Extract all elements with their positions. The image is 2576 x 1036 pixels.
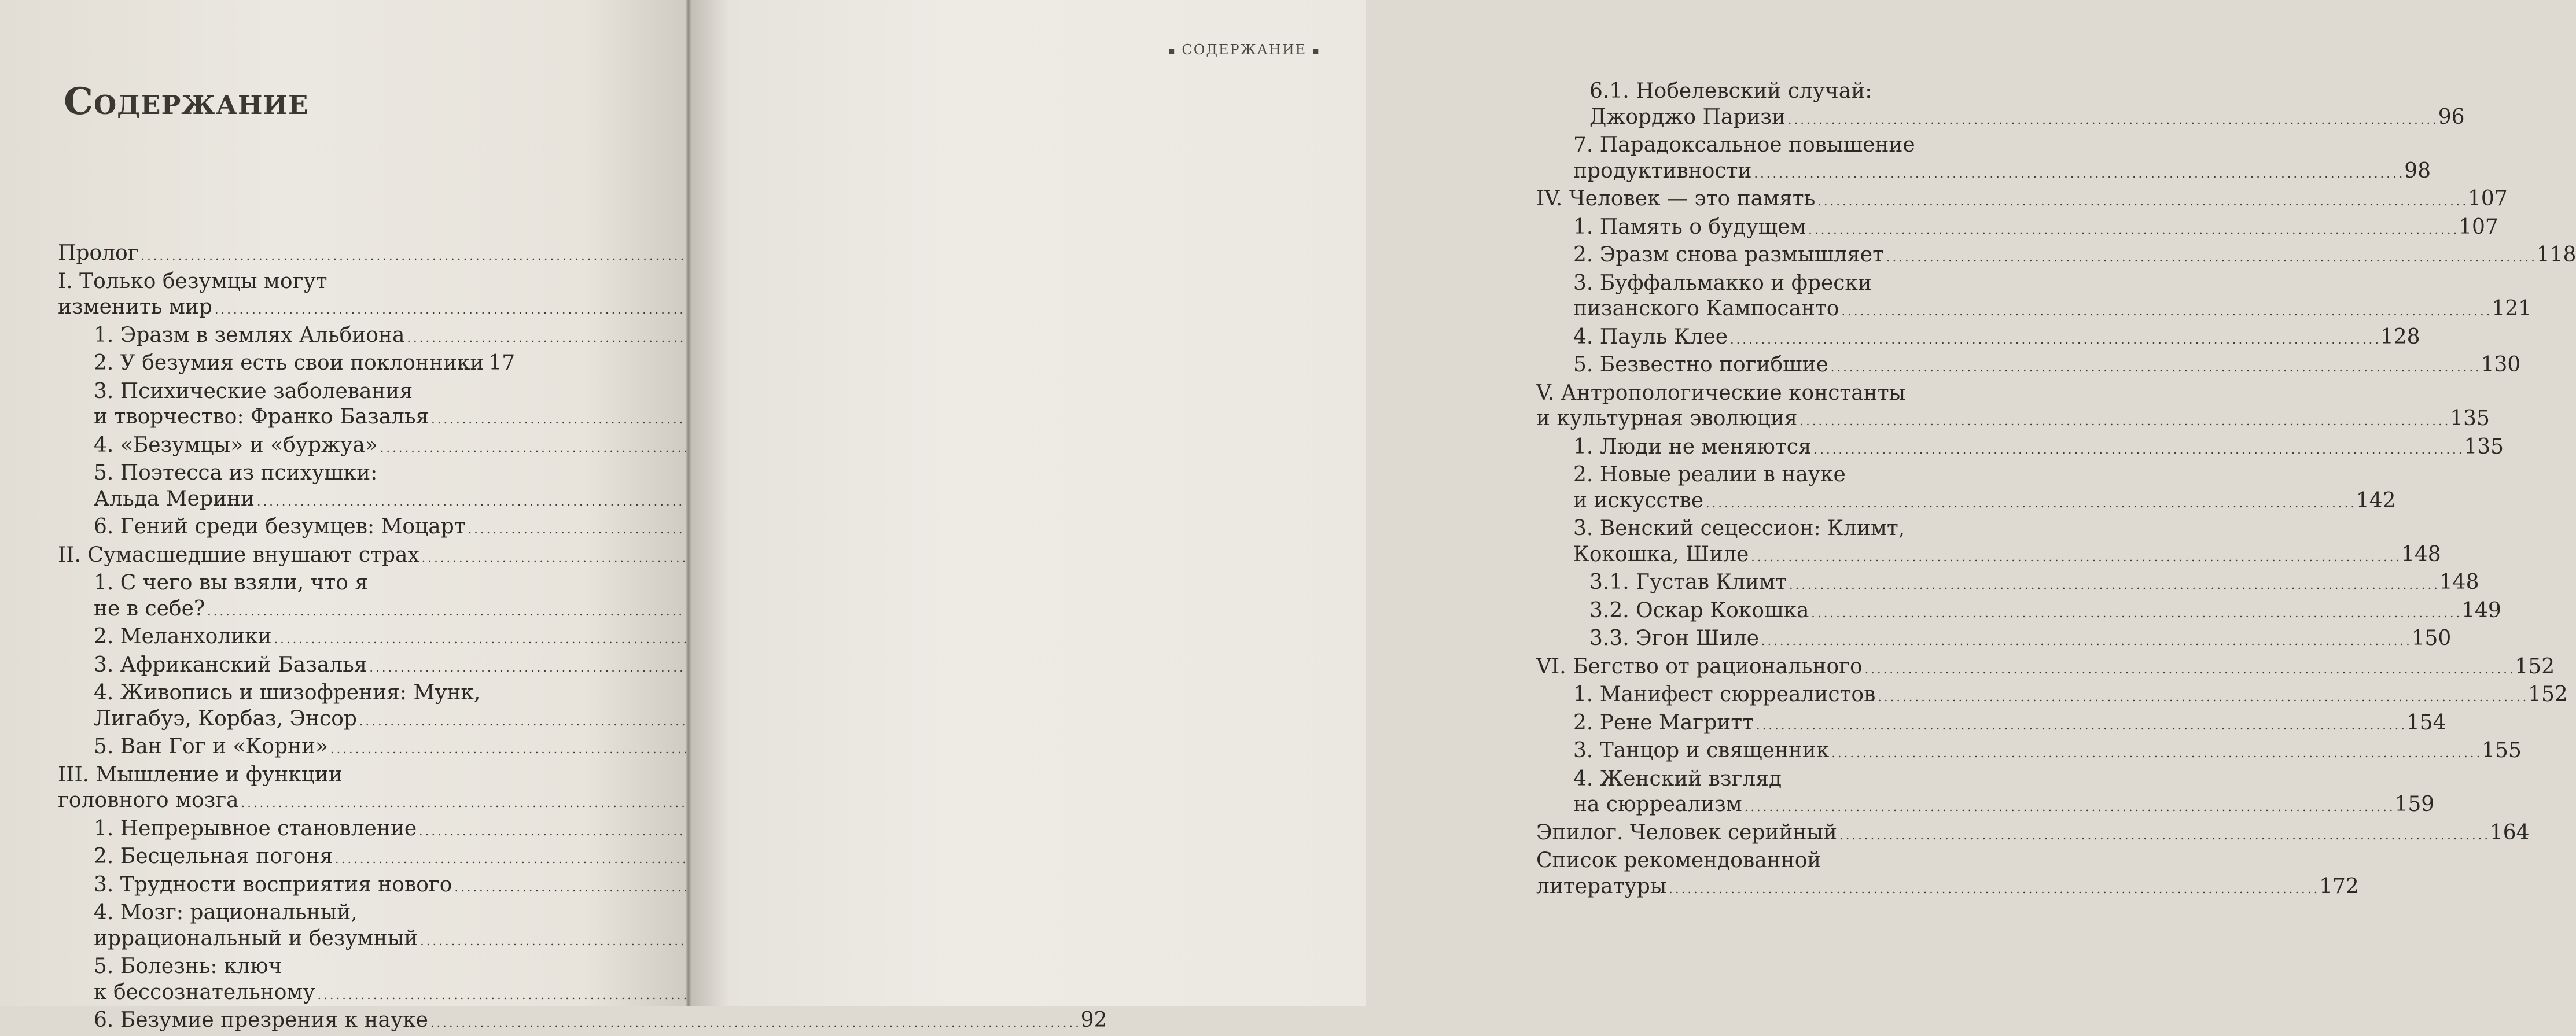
toc-entry — [58, 514, 506, 543]
toc-entry — [58, 486, 506, 515]
toc-entry — [1536, 215, 2498, 243]
toc-dot-leader — [1730, 325, 2378, 353]
toc-entry — [1536, 738, 2522, 766]
toc-page-number: 149 — [2461, 598, 2501, 622]
toc-entry-title: 3. Венский сецессион: Климт, — [1573, 517, 1905, 540]
toc-dot-leader — [1745, 792, 2393, 820]
toc-entry-title: головного мозга — [58, 788, 239, 812]
toc-page-number: 135 — [2450, 407, 2490, 430]
toc-entry-title: к бессознательному — [94, 980, 315, 1004]
toc-entry-title: 1. Память о будущем — [1573, 215, 1806, 239]
toc-entry-title: 3. Африканский Базалья — [94, 652, 367, 677]
toc-entry-title: 4. Мозг: рациональный, — [94, 901, 358, 924]
toc-page-number: 96 — [2438, 105, 2465, 129]
toc-entry-title: Лигабуэ, Корбаз, Энсор — [94, 706, 357, 731]
toc-page-number: 155 — [2482, 739, 2522, 762]
toc-page-number: 148 — [2439, 570, 2479, 594]
running-head — [1168, 42, 1320, 58]
toc-entry-title: 3. Трудности восприятия нового — [94, 872, 452, 897]
toc-page-number: 152 — [2528, 683, 2568, 706]
toc-entry — [1536, 352, 2521, 381]
toc-entry — [1536, 626, 2452, 654]
toc-entry — [1536, 848, 1986, 874]
toc-entry-title: 6. Безумие презрения к науке — [94, 1008, 428, 1032]
toc-entry — [1536, 132, 1986, 158]
toc-entry — [58, 624, 506, 652]
toc-page-number: 121 — [2492, 297, 2532, 320]
toc-entry-title: II. Сумасшедшие внушают страх — [58, 543, 419, 567]
toc-dot-leader — [1754, 158, 2402, 187]
running-head-left-bullet: ▪ — [1168, 45, 1176, 57]
toc-dot-leader — [1814, 434, 2462, 463]
right-toc — [1536, 79, 2576, 902]
toc-entry — [1536, 434, 2504, 463]
toc-entry — [1536, 766, 1986, 792]
toc-dot-leader — [1808, 215, 2456, 243]
toc-entry-title: 6. Гений среди безумцев: Моцарт — [94, 515, 466, 539]
toc-entry — [1536, 79, 1986, 105]
toc-entry — [1536, 820, 2530, 849]
left-page — [0, 0, 1107, 1032]
toc-entry — [58, 680, 506, 706]
toc-entry-title: и творчество: Франко Базалья — [94, 405, 429, 429]
toc-dot-leader — [1788, 105, 2436, 133]
toc-entry — [58, 269, 506, 295]
right-page — [689, 0, 2576, 1006]
toc-entry-title: 4. «Безумцы» и «буржуа» — [94, 433, 378, 457]
toc-dot-leader — [1811, 598, 2459, 626]
toc-entry — [58, 351, 516, 379]
toc-entry — [58, 652, 506, 681]
toc-entry-title: 7. Парадоксальное повышение — [1573, 133, 1915, 157]
toc-entry — [58, 954, 506, 980]
toc-dot-leader — [1878, 682, 2526, 710]
toc-entry — [1536, 242, 2576, 271]
toc-entry — [1536, 682, 2568, 710]
toc-entry-title: Альда Мерини — [94, 486, 255, 511]
toc-dot-leader — [1831, 352, 2479, 381]
toc-page-number: 107 — [2459, 215, 2498, 239]
toc-entry — [58, 844, 506, 872]
toc-dot-leader — [1839, 820, 2487, 849]
toc-entry — [58, 543, 506, 571]
toc-entry — [1536, 542, 2441, 570]
toc-entry — [1536, 654, 2555, 683]
running-head-text: СОДЕРЖАНИЕ — [1182, 42, 1307, 58]
toc-entry-title: 1. Манифест сюрреалистов — [1573, 683, 1876, 706]
toc-entry — [58, 788, 506, 816]
toc-entry-title: 1. Непрерывное становление — [94, 816, 417, 840]
toc-entry — [1536, 186, 2508, 215]
toc-entry — [58, 294, 506, 323]
toc-entry-title: Джорджо Паризи — [1589, 105, 1786, 129]
toc-entry — [1536, 792, 2435, 820]
toc-entry — [58, 596, 506, 625]
toc-entry — [58, 980, 506, 1008]
toc-entry-title: 1. С чего вы взяли, что я — [94, 571, 369, 595]
toc-entry-title: 1. Люди не меняются — [1573, 434, 1812, 459]
toc-page-number: 172 — [2319, 874, 2359, 898]
toc-entry-title: 3.2. Оскар Кокошка — [1589, 598, 1809, 622]
toc-entry — [1536, 598, 2501, 626]
toc-entry-title: и культурная эволюция — [1536, 407, 1798, 430]
toc-entry — [58, 433, 506, 461]
toc-entry — [58, 816, 506, 845]
toc-entry — [58, 900, 506, 926]
toc-page-number: 107 — [2468, 187, 2508, 211]
toc-entry-title: V. Антропологические константы — [1536, 381, 1906, 405]
toc-entry-title: изменить мир — [58, 295, 212, 319]
toc-entry-title: 4. Пауль Клее — [1573, 325, 1728, 349]
toc-entry-title: пизанского Кампосанто — [1573, 297, 1839, 320]
toc-entry-title: 2. Бесцельная погоня — [94, 845, 333, 868]
toc-entry-title: 3. Буффальмакко и фрески — [1573, 271, 1872, 295]
toc-entry-title: III. Мышление и функции — [58, 762, 343, 787]
toc-entry — [1536, 462, 1986, 488]
toc-entry-title: Эпилог. Человек серийный — [1536, 820, 1838, 845]
contents-heading: Содержание — [64, 80, 309, 123]
toc-entry-title: не в себе? — [94, 596, 205, 621]
toc-entry — [1536, 105, 2465, 133]
toc-entry-title: 6.1. Нобелевский случай: — [1589, 79, 1872, 103]
toc-entry-title: 2. Новые реалии в науке — [1573, 463, 1846, 486]
toc-entry-title: 3.3. Эгон Шиле — [1589, 626, 1759, 650]
toc-entry-title: иррациональный и безумный — [94, 926, 418, 950]
toc-entry — [58, 734, 506, 762]
toc-entry-title: 5. Поэтесса из психушки: — [94, 461, 378, 485]
toc-entry-title: 2. Рене Магритт — [1573, 710, 1754, 735]
toc-page-number: 148 — [2401, 542, 2441, 566]
toc-page-number: 128 — [2380, 325, 2420, 349]
toc-entry — [58, 762, 506, 788]
toc-entry — [1536, 325, 2420, 353]
toc-entry — [58, 404, 506, 433]
toc-dot-leader — [1751, 542, 2399, 570]
toc-page-number: 164 — [2489, 820, 2530, 845]
toc-page-number: 159 — [2394, 792, 2435, 816]
toc-entry-title: 5. Болезнь: ключ — [94, 954, 282, 978]
toc-page-number: 152 — [2515, 654, 2555, 679]
toc-entry-title: IV. Человек — это память — [1536, 187, 1816, 211]
toc-entry-title: Пролог — [58, 241, 139, 265]
toc-entry — [58, 241, 506, 269]
toc-entry-title: 4. Женский взгляд — [1573, 766, 1782, 791]
toc-entry — [58, 379, 506, 405]
toc-entry-title: литературы — [1536, 874, 1667, 898]
book-gutter — [686, 0, 691, 1006]
toc-dot-leader — [1706, 488, 2354, 517]
toc-entry — [58, 460, 506, 486]
toc-entry — [1536, 296, 2532, 325]
toc-entry-title: 2. Меланхолики — [94, 625, 272, 648]
toc-entry-title: 3. Танцор и священник — [1573, 739, 1830, 762]
toc-entry — [1536, 710, 2446, 739]
toc-entry-title: 3.1. Густав Климт — [1589, 570, 1787, 594]
toc-entry-title: 4. Живопись и шизофрения: Мунк, — [94, 681, 481, 705]
toc-entry-title: VI. Бегство от рационального — [1536, 654, 1863, 679]
toc-page-number: 130 — [2481, 353, 2521, 377]
toc-entry — [1536, 158, 2431, 187]
toc-dot-leader — [1842, 296, 2490, 325]
toc-dot-leader — [1865, 654, 2513, 683]
toc-entry-title: I. Только безумцы могут — [58, 269, 327, 293]
toc-dot-leader — [1789, 570, 2437, 598]
toc-entry — [1536, 488, 2396, 517]
toc-entry — [58, 872, 506, 901]
toc-page-number: 92 — [1080, 1008, 1107, 1032]
toc-entry-title: и искусстве — [1573, 488, 1704, 513]
toc-entry — [58, 1008, 1107, 1036]
toc-entry — [1536, 874, 2359, 902]
toc-dot-leader — [1817, 186, 2465, 215]
toc-dot-leader — [1831, 738, 2479, 766]
toc-entry-title: на сюрреализм — [1573, 792, 1742, 816]
toc-dot-leader — [1756, 710, 2404, 739]
toc-dot-leader — [1886, 242, 2534, 271]
toc-entry-title: 5. Безвестно погибшие — [1573, 353, 1828, 377]
toc-entry — [58, 926, 506, 954]
toc-dot-leader — [1800, 406, 2448, 434]
toc-entry — [1536, 271, 1986, 297]
toc-dot-leader — [1761, 626, 2409, 654]
toc-entry — [58, 323, 506, 351]
toc-entry — [1536, 406, 2490, 434]
toc-entry-title: 3. Психические заболевания — [94, 379, 413, 403]
toc-page-number: 154 — [2406, 710, 2446, 735]
toc-page-number: 135 — [2464, 434, 2504, 459]
toc-page-number: 118 — [2536, 243, 2576, 267]
toc-entry — [58, 570, 506, 596]
toc-entry-title: Кокошка, Шиле — [1573, 542, 1749, 566]
toc-entry-title: 2. Эразм снова размышляет — [1573, 243, 1884, 267]
toc-entry — [1536, 570, 2479, 598]
toc-entry — [1536, 516, 1986, 542]
toc-entry-title: продуктивности — [1573, 158, 1752, 183]
toc-entry-title: Список рекомендованной — [1536, 849, 1821, 872]
toc-dot-leader — [1669, 874, 2317, 902]
toc-entry-title: 1. Эразм в землях Альбиона — [94, 323, 405, 347]
running-head-right-bullet: ▪ — [1312, 45, 1320, 57]
toc-page-number: 98 — [2404, 158, 2431, 183]
toc-entry-title: 2. У безумия есть свои поклонники — [94, 351, 484, 375]
toc-entry — [58, 706, 506, 735]
toc-entry-title: 5. Ван Гог и «Корни» — [94, 735, 329, 758]
toc-page-number: 150 — [2411, 626, 2452, 650]
left-toc — [58, 241, 1107, 1036]
toc-dot-leader — [430, 1008, 1079, 1036]
toc-page-number: 142 — [2356, 488, 2396, 513]
toc-entry — [1536, 381, 1986, 407]
toc-page-number: 17 — [488, 351, 516, 375]
